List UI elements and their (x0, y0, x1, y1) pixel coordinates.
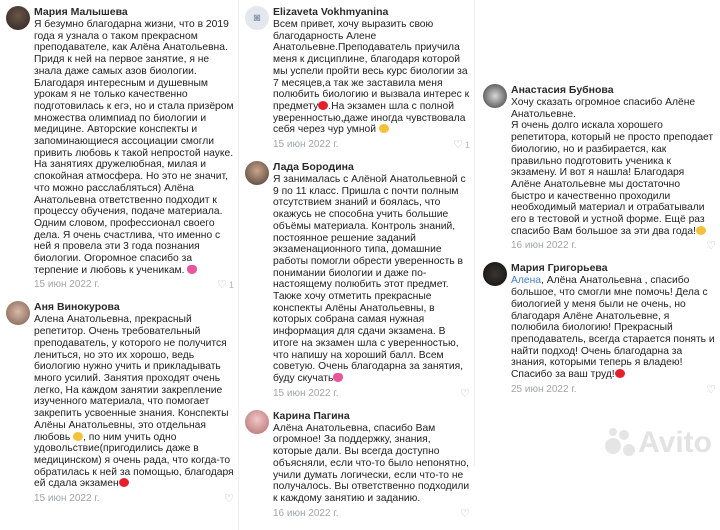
review-date: 15 июн 2022 г. (34, 279, 100, 291)
review-text (511, 275, 716, 380)
review-body: Алена Анатольевна, прекрасный репетитор. Очень требовательный преподаватель, у которого не получится лениться, но это их хорошо, ведь биологию нужно учить и прикладывать много усилий. Занятия проходят очень легко, На каждом занятии закрепление изученного материала, что помогает закрепить усвоенные знания. Конспекты Алёны Анатольевны, это отдельная любовь (34, 314, 229, 443)
review-body: Я безумно благодарна жизни, что в 2019 года я узнала о таком прекрасном преподавателе, как Алёна Анатольевна. Придя к ней на первое занятие, я не знала даже самых азов биологии. Благодаря интересным и душевным урокам я не только качественно подготовилась к егэ, но и стала призёром множества олимпиад по биологии и медицине. Авторские конспекты и запоминающиеся ассоциации смогли привить любовь к такой непростой науке. На занятиях дружелюбная, милая и спокойная атмосфера. Но это не значит, что можно расслабляться) Алёна Анатольевна ответственно подходит к процессу обучения, подаче материала. Одним словом, профессионал своего дела. Я очень счастлива, что именно с ней я провела эти 3 года познания биологии. Огоромное спасибо за терпение и любовь к ученикам. (34, 19, 234, 276)
review-date: 15 июн 2022 г. (34, 493, 100, 505)
review-text (34, 19, 234, 276)
smiling-emoji-icon (379, 124, 389, 133)
reviewer-name[interactable]: Карина Пагина (273, 409, 350, 422)
review-card (475, 262, 720, 405)
pink-hearts-emoji-icon (187, 265, 197, 274)
like-heart-icon[interactable]: ♡ (224, 493, 234, 506)
like-heart-icon[interactable]: ♡ (460, 387, 470, 400)
avito-dots-icon (605, 428, 635, 458)
review-body-continued: , по ним учить одно удовольствие(пригодились даже в медицинском) я очень рада, что когда-то обратилась к ней за помощью, благодаря ей сдала экзамен (34, 431, 234, 490)
like-count: 1 (464, 139, 470, 150)
avatar[interactable] (483, 84, 507, 108)
like-heart-icon[interactable]: ♡ (706, 240, 716, 253)
review-card (475, 84, 720, 262)
review-panel-3 (474, 0, 720, 466)
red-heart-emoji-icon (119, 478, 129, 487)
review-text (273, 174, 470, 385)
review-text (511, 97, 716, 237)
reviewer-name[interactable]: Лада Бородина (273, 161, 354, 174)
avatar[interactable] (245, 410, 269, 434)
review-body: Я занималась с Алёной Анатольевной с 9 по 11 класс. Пришла с почти полным отсутствием знаний и боялась, что окажусь не способна учить большие объёмы материала. Контроль знаний, постоянное решение заданий экзаменационного типа, домашние работы помогли обрести уверенность в понимании биологии и даже по-настоящему полюбить этот предмет. Также хочу отметить прекрасные конспекты Алёны Анатольевны, в которых собрана самая нужная информация для сдачи экзамена. В итоге на экзамен шла с уверенностью, что напишу на хороший балл. Всем советую. Очень благодарна за занятия, буду скучать (273, 174, 466, 384)
like-heart-icon[interactable]: ♡ (460, 507, 470, 520)
avatar[interactable] (483, 262, 507, 286)
review-body-continued: .На экзамен шла с полной уверенностью,даже иногда чувствовала себя через чур умной (273, 100, 466, 136)
avatar[interactable] (245, 161, 269, 185)
reviewer-name[interactable]: Elizaveta Vokhmyanina (273, 6, 389, 18)
review-body: Хочу сказать огромное спасибо Алёне Анатольевне. (511, 97, 696, 120)
review-card (239, 6, 474, 161)
pink-hearts-emoji-icon (333, 373, 343, 382)
review-date: 15 июн 2022 г. (273, 387, 339, 399)
avito-watermark-logo (605, 426, 712, 460)
like-heart-icon[interactable]: ♡ (453, 139, 463, 152)
reviewer-name[interactable]: Мария Григорьева (511, 262, 608, 275)
review-body: Всем привет, хочу выразить свою благодарность Алене Анатольевне.Преподаватель приучила меня к дисциплине, благодаря которой мы успели пройти весь курс биологии за 7 месяцев,а так же заставила меня полюбить биологию и вызвала интерес к предмету (273, 19, 470, 112)
like-count: 1 (228, 279, 234, 290)
review-card (239, 410, 474, 530)
review-body-continued: Я очень долго искала хорошего репетитора, который не просто преподает биологию, но и разбирается, как правильно подготовить ученика к экзамену. И вот я нашла! Благодаря Алёне Анатольевне мы достаточно быстро и качественно проходили необходимый материал и отрабатывали его в тестовой и устной форме. Ещё раз спасибо Вам большое за эти два года! (511, 120, 714, 237)
review-panel-1 (0, 0, 238, 515)
reviewer-name[interactable]: Анастасия Бубнова (511, 84, 614, 96)
review-date: 15 июн 2022 г. (273, 139, 339, 151)
like-heart-icon[interactable]: ♡ (706, 383, 716, 396)
avatar[interactable] (6, 301, 30, 325)
mention-link[interactable]: Алена (511, 275, 542, 287)
review-card (0, 301, 238, 515)
smiling-cat-emoji-icon (73, 432, 83, 441)
review-body: Алёна Анатольевна, спасибо Вам огромное! За поддержку, знания, которые дали. Вы всегда доступно объясняли, если что-то было непонятно, учили думать логически, если что-то не получалось. Вы ответственно подходили к каждому занятию и заданию. (273, 422, 470, 504)
smiling-emoji-icon (696, 226, 706, 235)
reviewer-name[interactable]: Аня Винокурова (34, 301, 120, 314)
review-text (273, 423, 470, 505)
heart-eyes-emoji-icon (318, 101, 328, 110)
review-body: , Алёна Анатольевна , спасибо большое, что смогли мне помочь! Дела с биологией у меня были не очень, но благодаря Алёне Анатольевне, я полюбила биологию! Прекрасный преподаватель, всегда старается понять и найти подход! Очень благодарна за знания, которыми теперь я владею! Спасибо за ваш труд! (511, 275, 715, 381)
reviewer-name[interactable]: Мария Малышева (34, 6, 128, 18)
review-date: 16 июн 2022 г. (511, 240, 577, 252)
review-panel-2 (238, 0, 474, 530)
review-date: 25 июн 2022 г. (511, 383, 577, 395)
review-text (34, 314, 234, 490)
review-text (273, 19, 470, 136)
review-card (239, 161, 474, 410)
watermark-text: Avito (638, 425, 712, 459)
review-date: 16 июн 2022 г. (273, 507, 339, 519)
red-heart-emoji-icon (615, 369, 625, 378)
review-card (0, 6, 238, 301)
avatar[interactable] (6, 6, 30, 30)
camera-placeholder-avatar-icon[interactable]: ◙ (245, 6, 269, 30)
like-heart-icon[interactable]: ♡ (217, 279, 227, 292)
